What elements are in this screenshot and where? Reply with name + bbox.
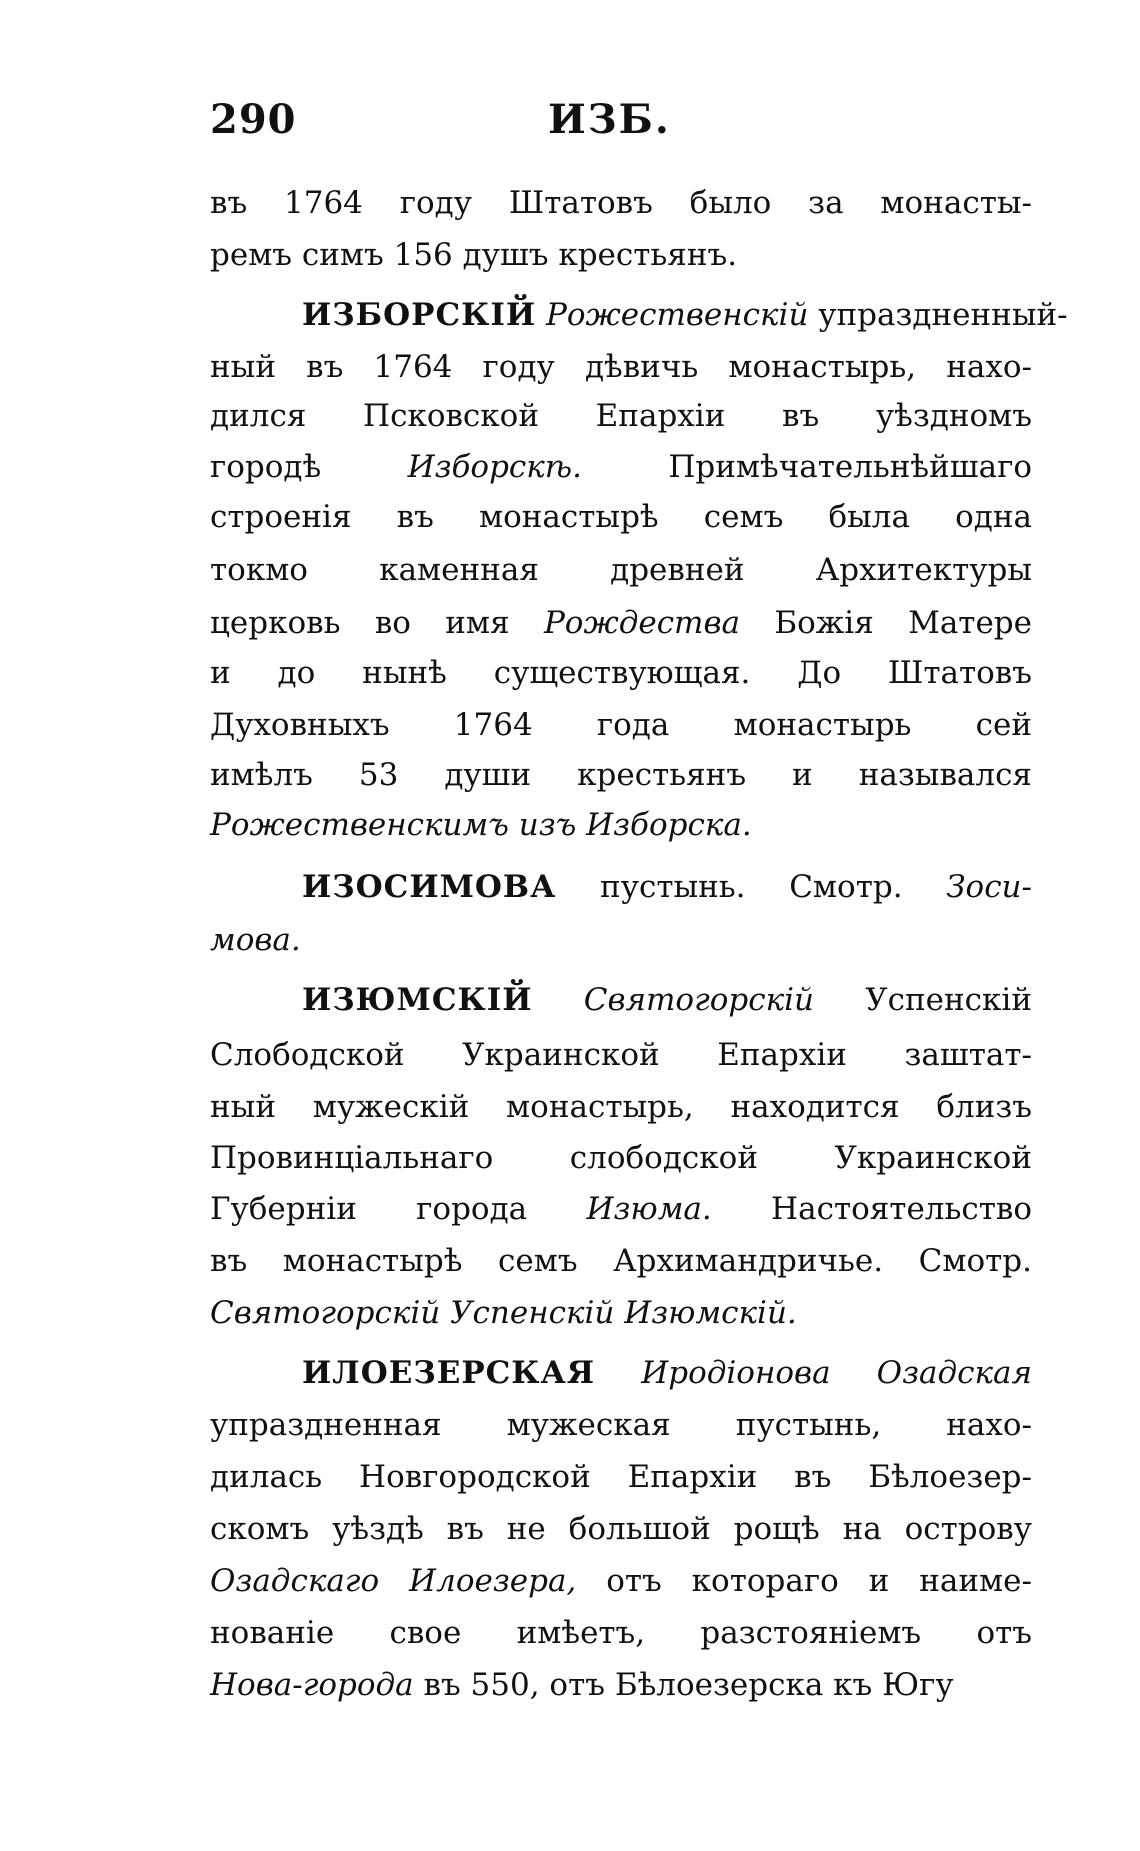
text-run: дился Псковской Епархіи въ уѣздномъ (210, 398, 1032, 434)
italic-text: Изюма. (586, 1191, 712, 1227)
italic-text: Рожественскій (545, 297, 809, 333)
text-run: строенія въ монастырѣ семъ была одна (210, 499, 1032, 535)
italic-text: Иродіонова Озадская (641, 1355, 1033, 1391)
italic-text: Нова-города (210, 1667, 414, 1703)
text-run (595, 1355, 641, 1391)
text-line (210, 922, 1032, 958)
text-run (533, 982, 584, 1018)
text-line (210, 499, 1032, 535)
text-run (536, 297, 546, 333)
italic-text: Святогорскій Успенскій Изюмскій. (210, 1295, 797, 1331)
text-run: имѣлъ 53 души крестьянъ и назывался (210, 757, 1032, 793)
text-line (210, 1667, 1032, 1703)
text-line (210, 398, 1032, 434)
text-line (210, 1037, 1032, 1073)
text-line (210, 1089, 1032, 1125)
text-run: упраздненная мужеская пустынь, нахо- (210, 1407, 1032, 1443)
italic-text: Рождества (543, 605, 740, 641)
text-line (302, 1355, 1033, 1391)
text-line (210, 1407, 1032, 1443)
text-run: и до нынѣ существующая. До Штатовъ (210, 655, 1032, 691)
text-line (210, 1459, 1032, 1495)
text-run: ный въ 1764 году дѣвичь монастырь, нахо- (210, 349, 1032, 385)
text-run: Духовныхъ 1764 года монастырь сей (210, 707, 1032, 743)
italic-text: Изборскѣ. (407, 449, 583, 485)
text-line (210, 349, 1032, 385)
text-run: въ 550, отъ Бѣлоезерска къ Югу (413, 1667, 954, 1703)
text-line (210, 1511, 1032, 1547)
text-line (210, 449, 1032, 485)
text-run: Слободской Украинской Епархіи заштат- (210, 1037, 1032, 1073)
text-line (210, 1140, 1032, 1176)
entry-heading: ИЛОЕЗЕРСКАЯ (302, 1355, 596, 1391)
text-run: Успенскій (814, 982, 1032, 1018)
text-run: пустынь. Смотр. (556, 869, 947, 905)
text-run: отъ котораго и наиме- (576, 1563, 1032, 1599)
text-line (210, 1563, 1032, 1599)
text-run: токмо каменная древней Архитектуры (210, 552, 1032, 588)
text-run: Настоятельство (711, 1191, 1033, 1227)
entry-heading: ИЗОСИМОВА (302, 869, 557, 905)
text-run: ный мужескій монастырь, находится близъ (210, 1089, 1032, 1125)
text-run: городѣ (210, 449, 408, 485)
text-line (210, 1615, 1032, 1651)
text-line (210, 237, 1032, 273)
text-run: нованіе свое имѣетъ, разстояніемъ отъ (210, 1615, 1032, 1651)
entry-heading: ИЗБОРСКІЙ (302, 297, 537, 333)
text-line (302, 297, 1068, 333)
text-line (210, 605, 1032, 641)
text-run: скомъ уѣздѣ въ не большой рощѣ на острову (210, 1511, 1032, 1547)
entry-heading: ИЗЮМСКІЙ (302, 982, 533, 1018)
text-run: Губерніи города (210, 1191, 587, 1227)
text-run: въ 1764 году Штатовъ было за монасты- (210, 185, 1032, 221)
italic-text: Рожественскимъ изъ Изборска. (210, 807, 752, 843)
text-line (302, 869, 1032, 905)
italic-text: мова. (210, 922, 301, 958)
text-line (210, 1191, 1033, 1227)
text-run: ремъ симъ 156 душъ крестьянъ. (210, 237, 738, 273)
text-line (210, 807, 1032, 843)
text-run: Провинціальнаго слободской Украинской (210, 1140, 1032, 1176)
text-line (210, 707, 1032, 743)
text-line (210, 655, 1032, 691)
text-run: церковь во имя (210, 605, 544, 641)
text-line (210, 1243, 1032, 1279)
text-line (210, 1295, 1032, 1331)
text-line (302, 982, 1032, 1018)
page-number: 290 (210, 96, 297, 143)
italic-text: Святогорскій (583, 982, 815, 1018)
text-run: Божія Матере (739, 605, 1032, 641)
text-line (210, 552, 1032, 588)
text-line (210, 757, 1032, 793)
text-run: дилась Новгородской Епархіи въ Бѣлоезер- (210, 1459, 1032, 1495)
text-run: Примѣчательнѣйшаго (582, 449, 1032, 485)
text-run: въ монастырѣ семъ Архимандричье. Смотр. (210, 1243, 1032, 1279)
text-run: упраздненный- (808, 297, 1068, 333)
italic-text: Озадскаго Илоезера, (210, 1563, 577, 1599)
italic-text: Зоси- (946, 869, 1032, 905)
text-line (210, 185, 1032, 221)
running-head: ИЗБ. (548, 96, 671, 143)
